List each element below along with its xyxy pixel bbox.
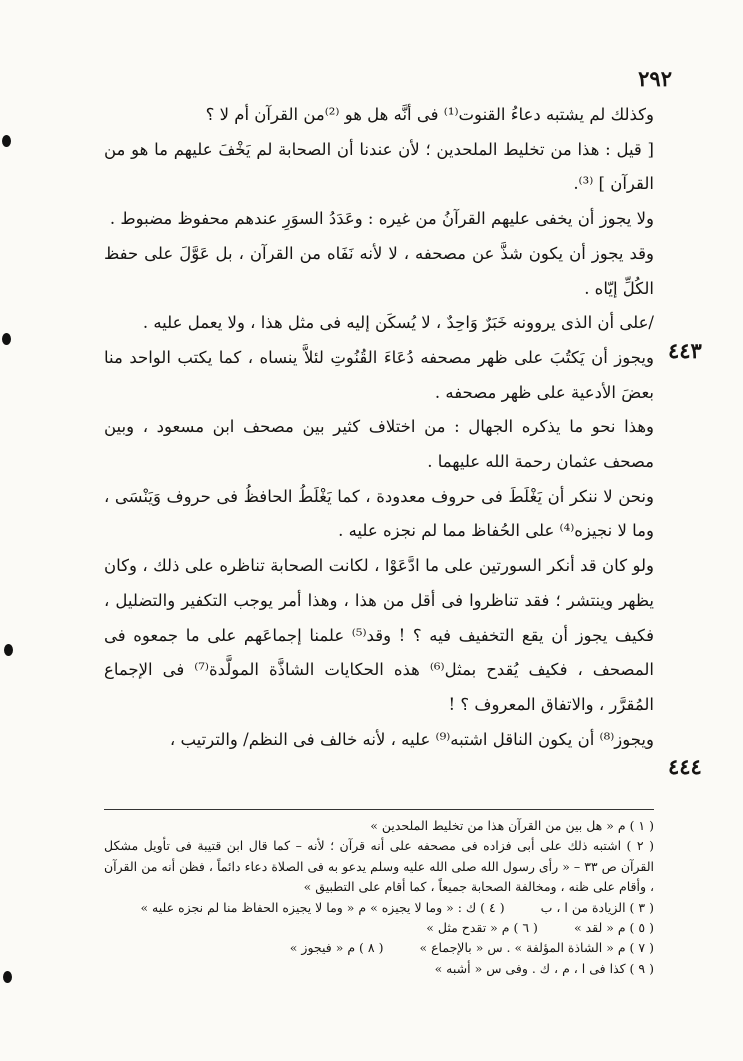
footnote-row-7-8 — [104, 938, 654, 958]
paragraph-ibn-masud: وهذا نحو ما يذكره الجهال : من اختلاف كثير بين مصحف ابن مسعود ، وبين مصحف عثمان رحمة الله عليهما . — [104, 417, 654, 472]
paragraph-la-yajuz: ولا يجوز أن يخفى عليهم القرآنُ من غيره : وعَدَدُ السوَرِ عندهم محفوظ مضبوط . — [109, 209, 654, 229]
paragraph-yaktub: ويجوز أن يَكتُبَ على ظهر مصحفه دُعَاءَ القُنُوتِ لئلاَّ ينساه ، كما يكتب الواحد منا بعضَ الأدعية على ظهر مصحفه . — [104, 347, 654, 402]
margin-number-444: ٤٤٤ — [668, 754, 702, 779]
binding-hole-middle — [4, 644, 13, 656]
page-number: ٢٩٢ — [638, 66, 672, 91]
footnote-row-3-4 — [104, 898, 654, 918]
margin-number-443: ٤٤٣ — [668, 338, 702, 363]
footnote-4: ( ٤ ) ك : « وما لا يجيزه » م « وما لا يجيزه الحفاظ منا لم نجزه عليه » — [140, 899, 505, 915]
paragraph-shadh: وقد يجوز أن يكون شذَّ عن مصحفه ، لا لأنه نَفَاه من القرآن ، بل عَوَّلَ على حفظ الكُلِّ إيّاه . — [104, 243, 654, 298]
paragraph-suratayn: ولو كان قد أنكر السورتين على ما ادَّعَوْا ، لكانت الصحابة تناظره على ذلك ، وكان يظهر وينتشر ؛ فقد تناظروا فى أقل من هذا ، وهذا أمر يوجب التكفير والتضليل ، فكيف يجوز أن يقع التخفيف فيه ؟ ! وقد⁽⁵⁾ علمنا إجماعَهم على ما جمعوه فى المصحف ، فكيف يُقدح بمثل⁽⁶⁾ هذه الحكايات الشاذَّة المولَّدة⁽⁷⁾ فى الإجماع المُقرَّر ، والاتفاق المعروف ؟ ! — [104, 556, 654, 714]
footnote-9: ( ٩ ) كذا فى ا ، م ، ك . وفى س « أشبه » — [434, 960, 654, 976]
footnote-divider — [104, 809, 654, 810]
footnote-7: ( ٧ ) م « الشاذة المؤلفة » . س « بالإجماع » — [419, 940, 654, 956]
binding-hole-upper — [2, 333, 11, 345]
footnote-8: ( ٨ ) م « فيجوز » — [289, 940, 384, 956]
paragraph-yaghlat: ونحن لا ننكر أن يَغْلَطَ فى حروف معدودة ، كما يَغْلَطُ الحافظُ فى حروف وَيَنْسَى ، وما لا نجيزه⁽⁴⁾ على الحُفاظ مما لم نجزه عليه . — [104, 486, 654, 541]
footnote-row-5-6 — [104, 918, 654, 938]
binding-hole-bottom — [3, 971, 12, 983]
binding-hole-top — [2, 135, 11, 147]
footnote-3: ( ٣ ) الزيادة من ا ، ب — [540, 899, 654, 915]
footnote-1: ( ١ ) م « هل بين من القرآن هذا من تخليط الملحدين » — [370, 818, 654, 833]
paragraph-naqil: ويجوز⁽⁸⁾ أن يكون الناقل اشتبه⁽⁹⁾ عليه ، لأنه خالف فى النظم/ والترتيب ، — [169, 729, 654, 749]
paragraph-qunut: وكذلك لم يشتبه دعاءُ القنوت⁽¹⁾ فى أنَّه هل هو ⁽²⁾من القرآن أم لا ؟ — [205, 105, 654, 124]
footnote-5: ( ٥ ) م « لقد » — [573, 920, 654, 936]
footnotes — [104, 816, 654, 979]
paragraph-khabar-wahid: /على أن الذى يروونه خَبَرٌ وَاحِدٌ ، لا يُسكَن إليه فى مثل هذا ، ولا يعمل عليه . — [142, 313, 654, 333]
main-text — [104, 98, 654, 757]
paragraph-qil: [ قيل : هذا من تخليط الملحدين ؛ لأن عندنا أن الصحابة لم يَخْفَ عليهم ما هو من القرآن ] ⁽³⁾. — [104, 139, 654, 194]
footnote-2: ( ٢ ) اشتبه ذلك على أبى فزاده فى مصحفه على أنه قرآن ؛ لأنه – كما قال ابن قتيبة فى تأويل مشكل القرآن ص ٣٣ – « رأى رسول الله صلى الله عليه وسلم يدعو به فى الصلاة دعاء دائماً ، فظن أنه من القرآن ، وأقام على ظنه ، ومخالفة الصحابة جميعاً ، كما أقام على التطبيق » — [104, 838, 654, 895]
footnote-6: ( ٦ ) م « تقدح مثل » — [426, 920, 538, 936]
